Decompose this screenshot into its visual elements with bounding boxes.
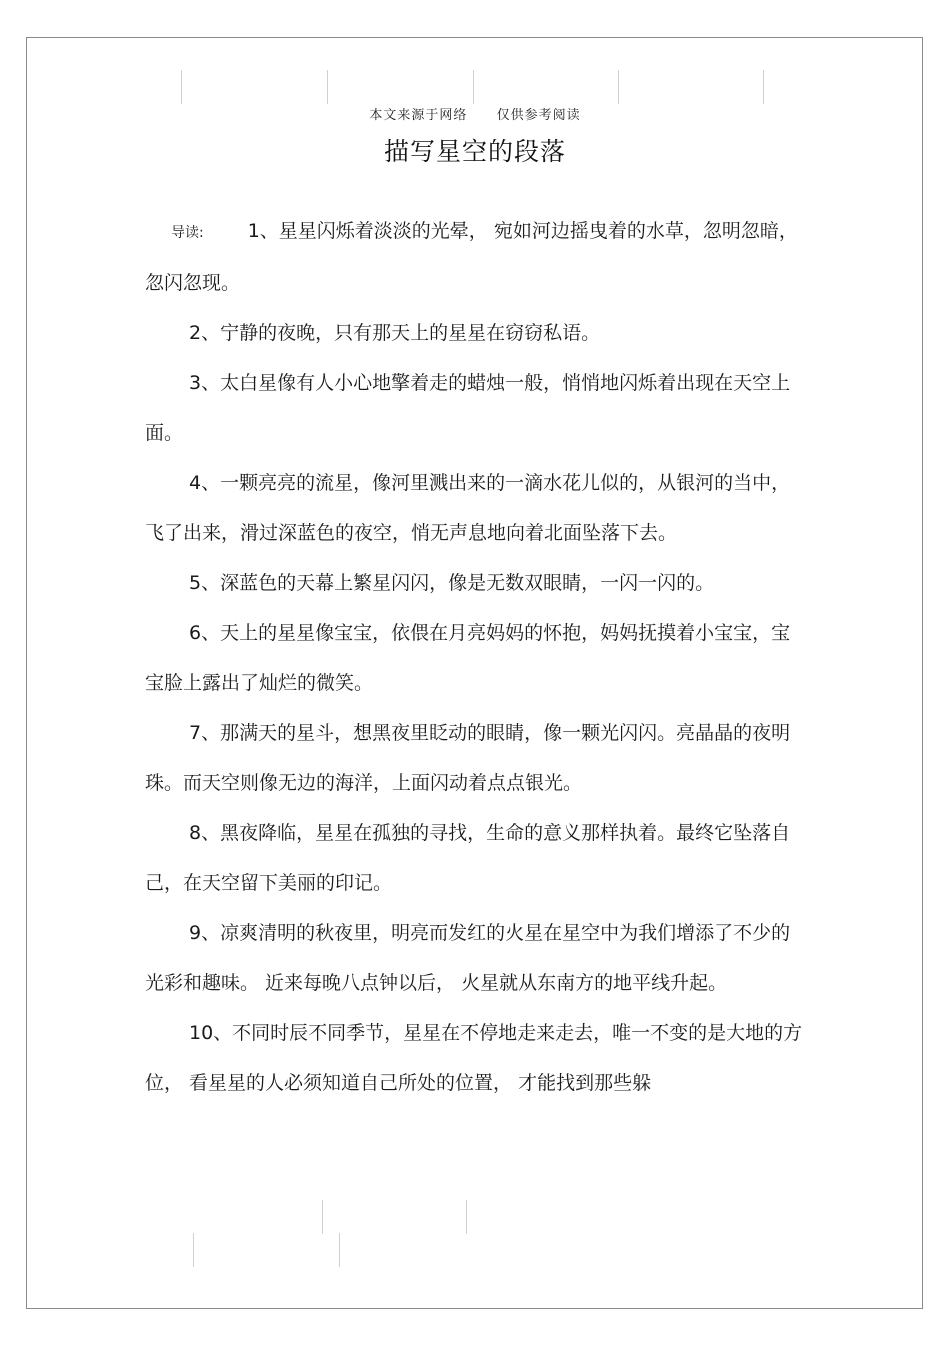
scan-tick xyxy=(763,70,764,104)
paragraph-text: 1、星星闪烁着淡淡的光晕， 宛如河边摇曳着的水草，忽明忽暗，忽闪忽现。 xyxy=(145,220,798,294)
paragraph: 5、深蓝色的天幕上繁星闪闪，像是无数双眼睛，一闪一闪的。 xyxy=(189,572,715,594)
article-body xyxy=(145,206,805,1108)
scan-tick xyxy=(466,1200,467,1234)
paragraph: 4、一颗亮亮的流星，像河里溅出来的一滴水花儿似的，从银河的当中，飞了出来，滑过深蓝色的夜空，悄无声息地向着北面坠落下去。 xyxy=(145,472,791,544)
scan-tick xyxy=(322,1200,323,1234)
paragraph: 6、天上的星星像宝宝，依偎在月亮妈妈的怀抱，妈妈抚摸着小宝宝，宝宝脸上露出了灿烂的微笑。 xyxy=(145,622,791,694)
paragraph xyxy=(145,206,805,308)
paragraph: 10、不同时辰不同季节，星星在不停地走来走去，唯一不变的是大地的方位， 看星星的人必须知道自己所处的位置， 才能找到那些躲 xyxy=(145,1022,803,1094)
scan-tick xyxy=(618,70,619,104)
source-note: 本文来源于网络 xyxy=(369,108,468,123)
scan-tick xyxy=(181,70,182,104)
guide-label: 导读: xyxy=(171,225,204,241)
scan-tick xyxy=(327,70,328,104)
paragraph: 7、那满天的星斗，想黑夜里眨动的眼睛，像一颗光闪闪。亮晶晶的夜明珠。而天空则像无边的海洋，上面闪动着点点银光。 xyxy=(145,722,791,794)
scan-tick xyxy=(339,1233,340,1267)
paragraph: 9、凉爽清明的秋夜里，明亮而发红的火星在星空中为我们增添了不少的光彩和趣味。 近来每晚八点钟以后， 火星就从东南方的地平线升起。 xyxy=(145,922,791,994)
scan-tick xyxy=(473,70,474,104)
read-note: 仅供参考阅读 xyxy=(496,108,581,123)
scan-tick xyxy=(193,1233,194,1267)
page-title: 描写星空的段落 xyxy=(383,137,566,166)
paragraph: 8、黑夜降临，星星在孤独的寻找，生命的意义那样执着。最终它坠落自己，在天空留下美丽的印记。 xyxy=(145,822,791,894)
paragraph: 2、宁静的夜晚，只有那天上的星星在窃窃私语。 xyxy=(189,322,601,344)
page-header xyxy=(0,104,950,123)
paragraph: 3、太白星像有人小心地擎着走的蜡烛一般，悄悄地闪烁着出现在天空上面。 xyxy=(145,372,791,444)
